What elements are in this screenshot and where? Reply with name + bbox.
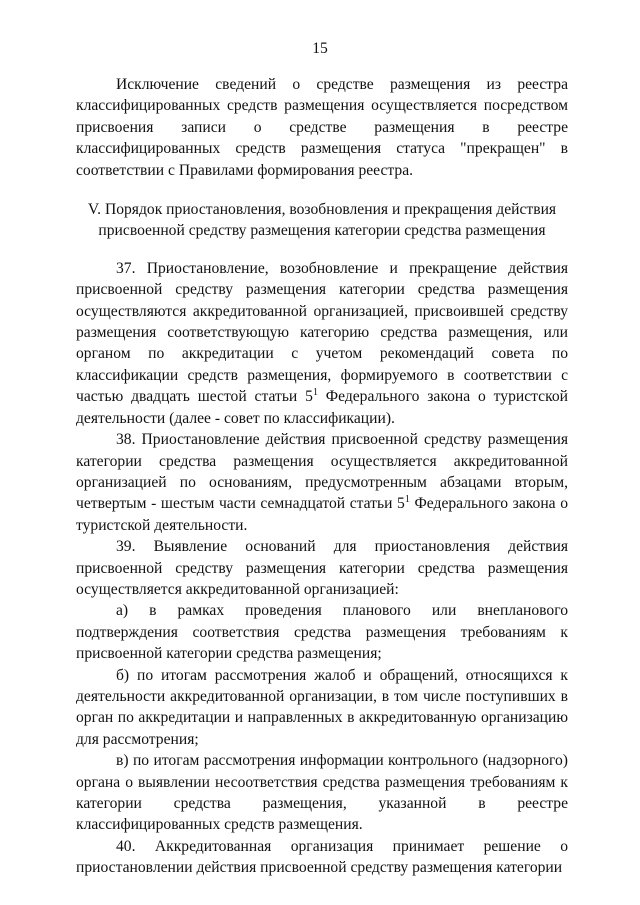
paragraph-38-text-end: Федерального закона о туристской деятельности. (76, 495, 569, 534)
paragraph-39: 39. Выявление оснований для приостановления действия присвоенной средству размещения категории средства размещения осуществляется аккредитованной организацией: (76, 538, 568, 598)
document-body (76, 74, 568, 879)
paragraph-37 (76, 258, 568, 429)
paragraph-37-text-end: Федерального закона о туристской деятельности (далее - совет по классификации). (76, 388, 568, 427)
superscript: 1 (404, 494, 410, 506)
paragraph-39-b: б) по итогам рассмотрения жалоб и обращений, относящихся к деятельности аккредитованной организации, в том числе поступивших в орган по аккредитации и направленных в аккредитованную организацию для рассмотрения; (76, 666, 568, 748)
paragraph-40: 40. Аккредитованная организация принимает решение о приостановлении действия присвоенной средству размещения категории (76, 837, 568, 877)
superscript: 1 (312, 387, 318, 399)
page-number: 15 (312, 40, 328, 57)
paragraph-38-text: 38. Приостановление действия присвоенной средству размещения категории средства размещения осуществляется аккредитованной организацией по основаниям, предусмотренным абзацами вторым, четвертым - шестым части семнадцатой статьи 5 (76, 431, 568, 513)
paragraph-38 (76, 429, 568, 536)
paragraph-39-a: а) в рамках проведения планового или внепланового подтверждения соответствия средства размещения требованиям к присвоенной категории средства размещения; (76, 602, 568, 663)
paragraph-37-text: 37. Приостановление, возобновление и прекращение действия присвоенной средству размещения категории средства размещения осуществляются аккредитованной организацией, присвоившей средству размещения соответствующую категорию средства размещения, или органом по аккредитации с учетом рекомендаций совета по классификации средств размещения, формируемого в соответствии с частью двадцать шестой статьи 5 (76, 259, 568, 406)
paragraph-39-c: в) по итогам рассмотрения информации контрольного (надзорного) органа о выявлении несоответствия средства размещения требованиям к категории средства размещения, указанной в реестре классифицированных средств размещения. (76, 752, 568, 834)
paragraph-exclusion: Исключение сведений о средстве размещения из реестра классифицированных средств размещения осуществляется посредством присвоения записи о средстве размещения в реестре классифицированных средств размещения статуса "прекращен" в соответствии с Правилами формирования реестра. (76, 76, 568, 179)
section-heading: V. Порядок приостановления, возобновления и прекращения действия присвоенной средству размещения категории средства размещения (87, 201, 557, 240)
